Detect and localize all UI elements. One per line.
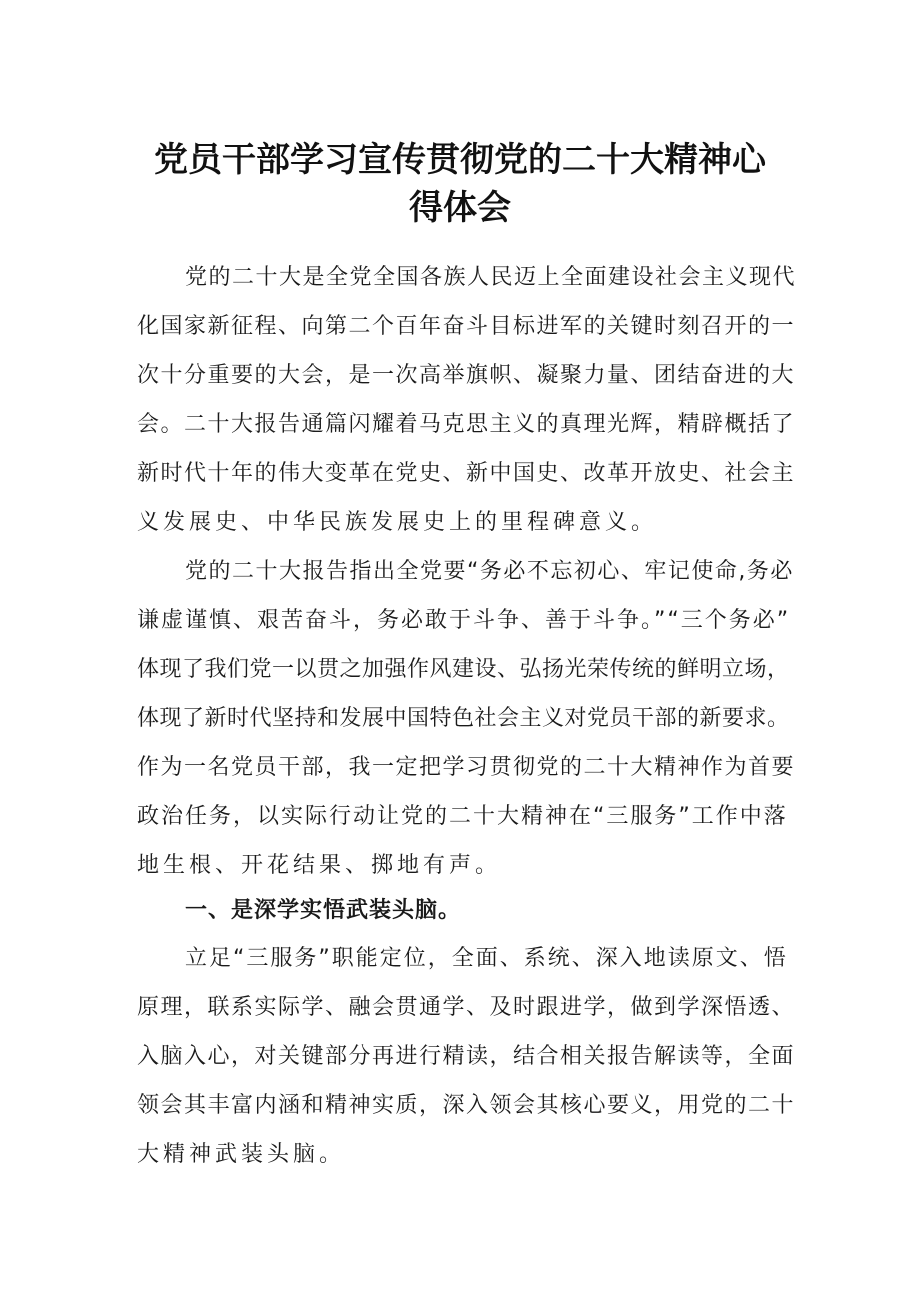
paragraph-1-line: 化国家新征程、向第二个百年奋斗目标进军的关键时刻召开的一 bbox=[137, 314, 796, 339]
paragraph-3-line: 原理，联系实际学、融会贯通学、及时跟进学，做到学深悟透、 bbox=[137, 995, 796, 1020]
paragraph-1-line: 党的二十大是全党全国各族人民迈上全面建设社会主义现代 bbox=[185, 265, 797, 290]
paragraph-1-line: 会。二十大报告通篇闪耀着马克思主义的真理光辉，精辟概括了 bbox=[137, 412, 796, 437]
paragraph-3-line: 立足“三服务”职能定位，全面、系统、深入地读原文、悟 bbox=[185, 946, 788, 971]
paragraph-2-line: 体现了我们党一以贯之加强作风建设、弘扬光荣传统的鲜明立场， bbox=[137, 657, 790, 682]
paragraph-3-line: 领会其丰富内涵和精神实质，深入领会其核心要义，用党的二十 bbox=[137, 1093, 796, 1118]
document-title-line-1: 党员干部学习宣传贯彻党的二十大精神心 bbox=[154, 140, 766, 180]
paragraph-1-line: 新时代十年的伟大变革在党史、新中国史、改革开放史、社会主 bbox=[137, 461, 796, 486]
paragraph-3-line: 入脑入心，对关键部分再进行精读，结合相关报告解读等，全面 bbox=[137, 1044, 796, 1069]
paragraph-2-line: 地生根、开花结果、掷地有声。 bbox=[137, 853, 502, 878]
paragraph-2-line: 党的二十大报告指出全党要“务必不忘初心、牢记使命,务必 bbox=[185, 559, 794, 584]
section-heading: 一、是深学实悟武装头脑。 bbox=[185, 898, 462, 923]
paragraph-3-line: 大精神武装头脑。 bbox=[137, 1142, 346, 1167]
document-title-line-2: 得体会 bbox=[409, 188, 511, 228]
paragraph-2-line: 政治任务，以实际行动让党的二十大精神在“三服务”工作中落 bbox=[137, 804, 788, 829]
paragraph-2-line: 谦虚谨慎、艰苦奋斗，务必敢于斗争、善于斗争。”“三个务必” bbox=[137, 608, 791, 633]
paragraph-1-line: 义发展史、中华民族发展史上的里程碑意义。 bbox=[137, 510, 658, 535]
paragraph-2-line: 体现了新时代坚持和发展中国特色社会主义对党员干部的新要求。 bbox=[137, 706, 790, 731]
paragraph-2-line: 作为一名党员干部，我一定把学习贯彻党的二十大精神作为首要 bbox=[137, 755, 796, 780]
paragraph-1-line: 次十分重要的大会，是一次高举旗帜、凝聚力量、团结奋进的大 bbox=[137, 363, 796, 388]
